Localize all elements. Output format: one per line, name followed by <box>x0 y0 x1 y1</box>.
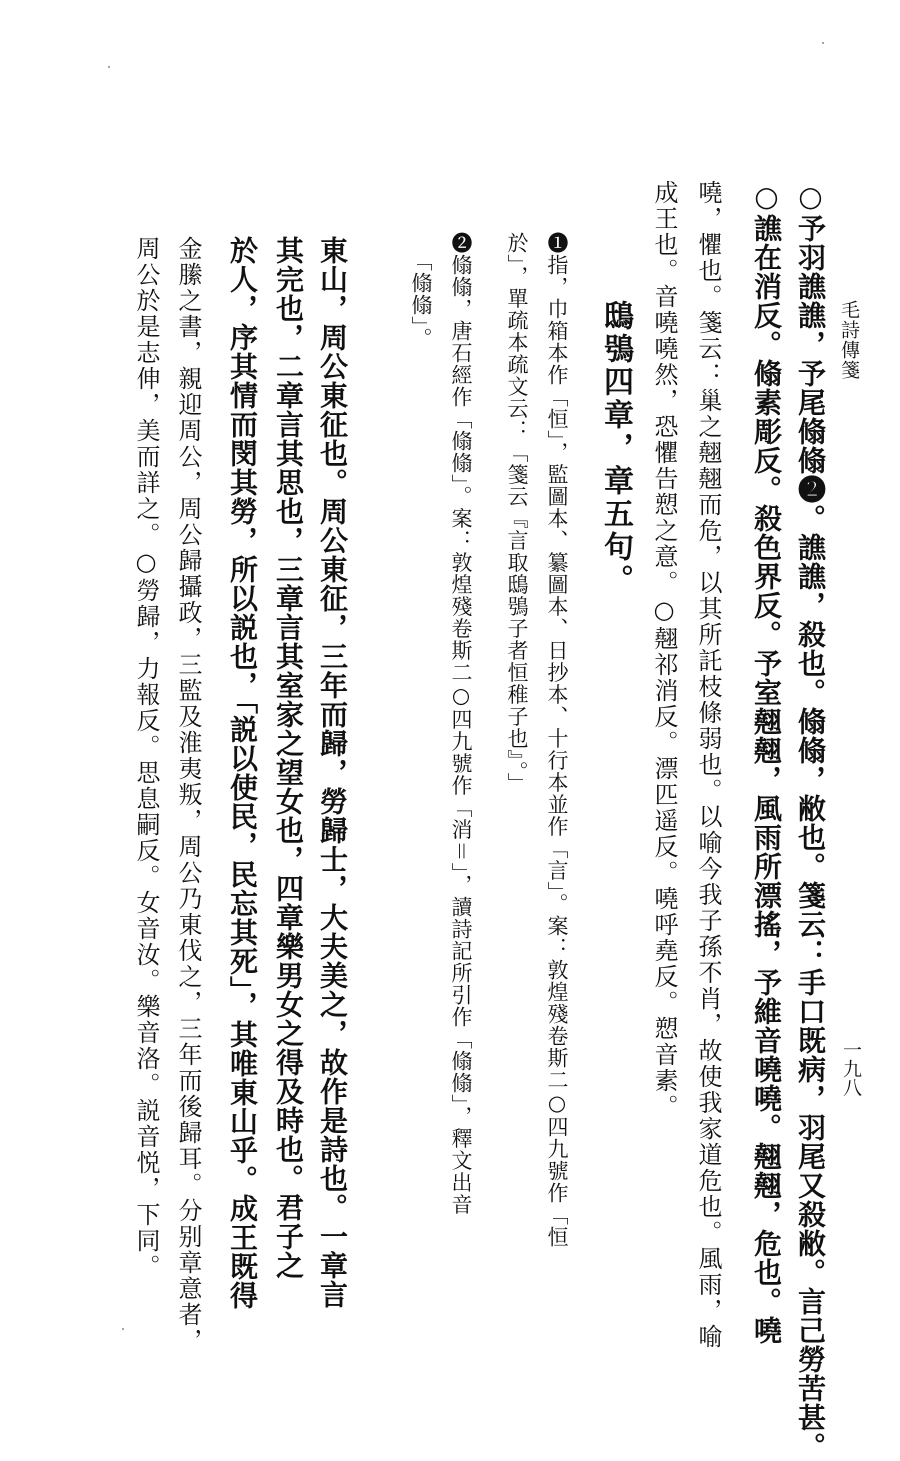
text-column-10: 東山，周公東征也。周公東征，三年而歸，勞歸士，大夫美之，故作是詩也。一章言 <box>316 236 349 1309</box>
text-column-13: 金縢之書，親迎周公，周公歸攝政，三監及淮夷叛，周公乃東伐之，三年而後歸耳。分别章意者， <box>174 236 202 1354</box>
print-speck <box>108 66 110 68</box>
running-head: 毛詩傳箋 <box>838 300 860 380</box>
footnote-1: ❶指，巾箱本作「恒」，監圖本、纂圖本、日抄本、十行本並作「言」。案：敦煌殘卷斯二○四九號作「恒 <box>545 232 569 1248</box>
text-column-11: 其完也，二章言其思也，三章言其室家之望女也，四章樂男女之得及時也。君子之 <box>272 236 305 1280</box>
footnote-2-cont: 「翛翛」。 <box>409 250 433 350</box>
footnote-1-cont: 於」，單疏本疏文云：「箋云『言取鴟鴞子者恒稚子也』。」 <box>505 232 529 795</box>
section-title: 鴟鴞四章，章五句。 <box>598 300 633 597</box>
print-speck <box>822 42 824 44</box>
text-column-2: ○譙在消反。翛素彫反。殺色界反。予室翹翹，風雨所漂搖，予維音嘵嘵。翹翹，危也。嘵 <box>750 180 783 1345</box>
text-column-3: 嘵，懼也。箋云：巢之翹翹而危，以其所託枝條弱也。以喻今我子孫不肖，故使我家道危也。風雨，喻 <box>694 180 722 1350</box>
footnote-2: ❷翛翛，唐石經作「翛翛」。案：敦煌殘卷斯二○四九號作「消＝」，讀詩記所引作「翛翛」，釋文出音 <box>449 232 473 1216</box>
text-column-1: ○予羽譙譙，予尾翛翛❷。譙譙，殺也。翛翛，敝也。箋云：手口既病，羽尾又殺敝。言己勞苦甚。 <box>794 180 827 1461</box>
text-column-4: 成王也。音嘵嘵然，恐懼告愬之意。○翹祁消反。漂匹遥反。嘵呼堯反。愬音素。 <box>650 180 678 1120</box>
text-column-14: 周公於是志伸，美而詳之。○勞歸，力報反。思息嗣反。女音汝。樂音洛。説音悦，下同。 <box>132 236 160 1280</box>
print-speck <box>122 1328 124 1330</box>
text-column-12: 於人，序其情而閔其勞，所以説也，「説以使民，民忘其死」，其唯東山乎。成王既得 <box>226 236 259 1310</box>
page-number: 一九八 <box>840 1040 862 1097</box>
